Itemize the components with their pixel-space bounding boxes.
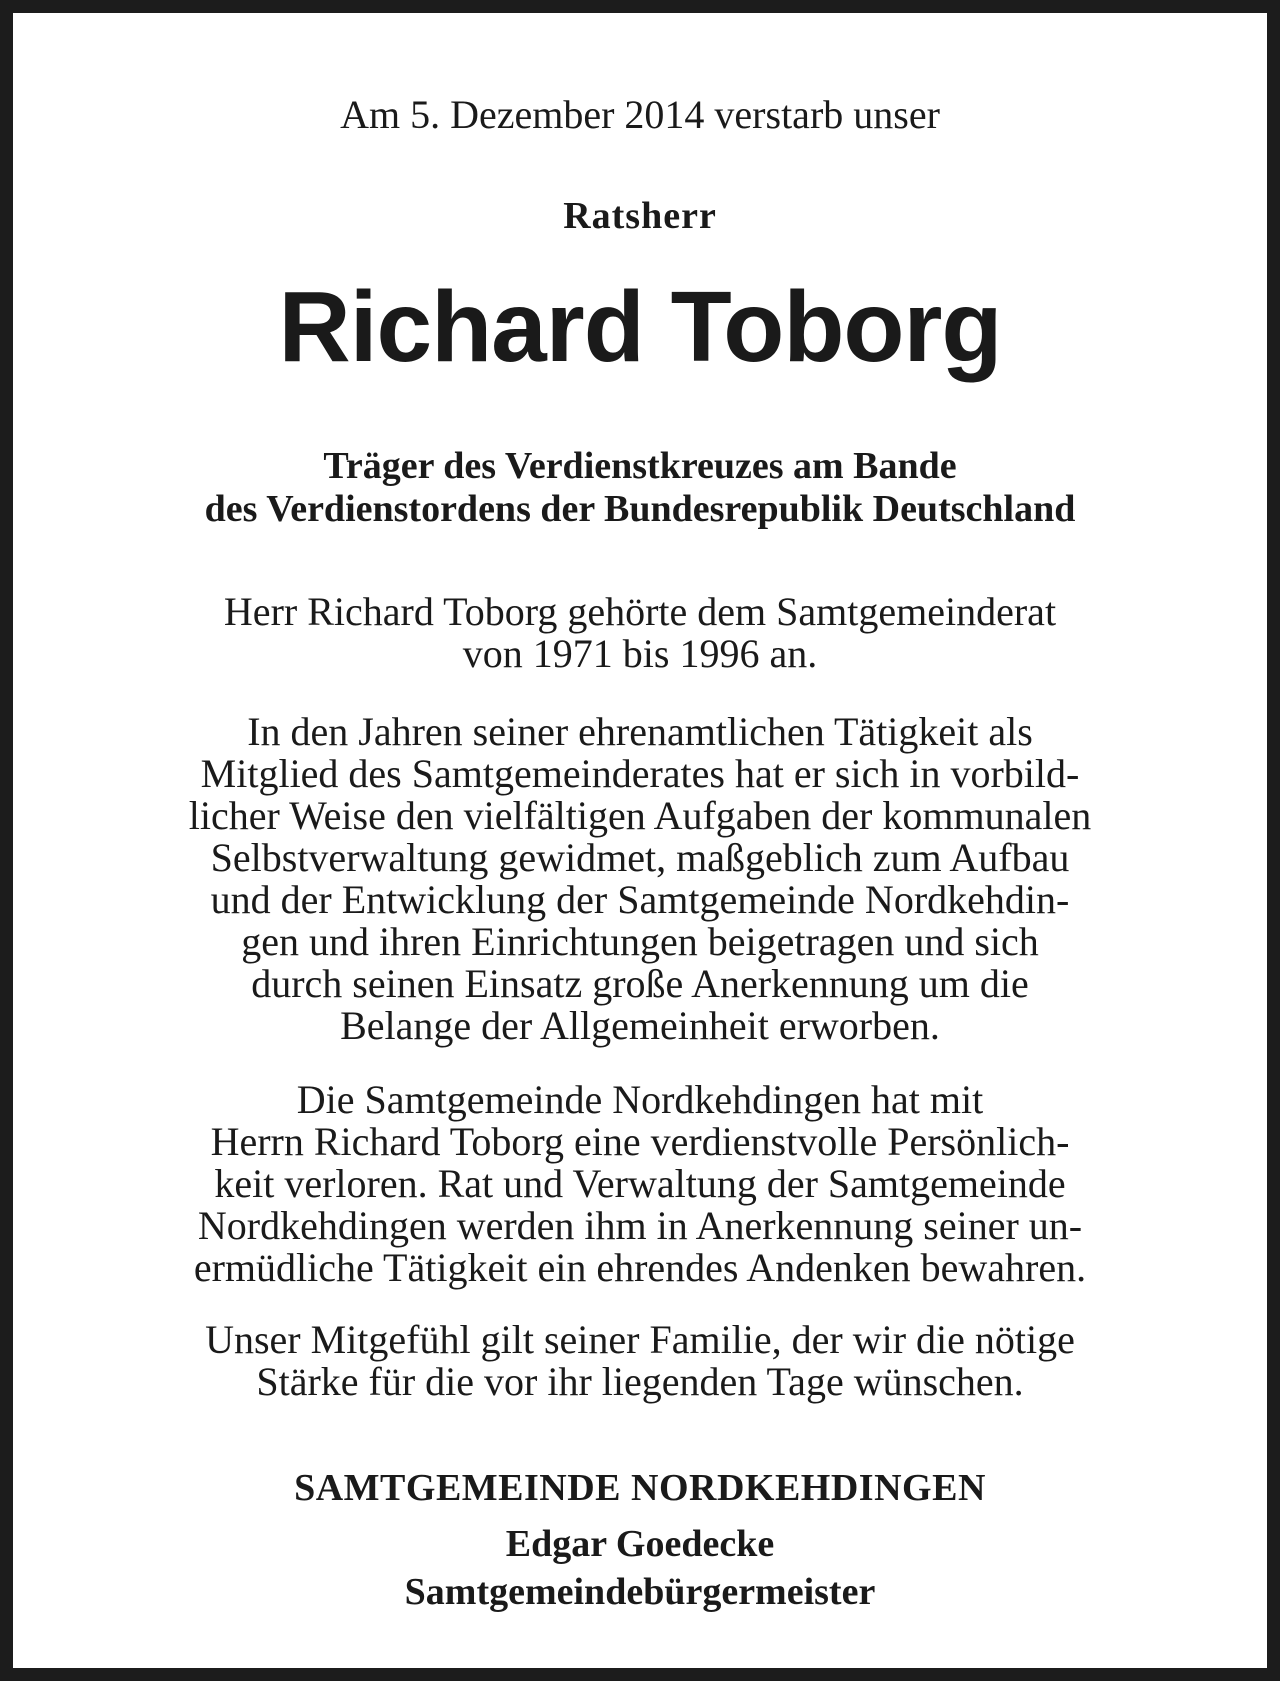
signature-organization: SAMTGEMEINDE NORDKEHDINGEN [294,1467,986,1509]
text-line: keit verloren. Rat und Verwaltung der Samtgemeinde [214,1161,1066,1206]
text-line: Herr Richard Toborg gehörte dem Samtgemeinderat [223,589,1057,634]
paragraph-service [13,711,1267,1047]
text-line: licher Weise den vielfältigen Aufgaben der kommunalen [188,793,1092,838]
text-line: Stärke für die vor ihr liegenden Tage wünschen. [256,1359,1024,1404]
text-line: durch seinen Einsatz große Anerkennung um die [251,961,1029,1006]
text-line: Belange der Allgemeinheit erworben. [340,1003,940,1048]
text-line: Herrn Richard Toborg eine verdienstvolle Persönlich- [210,1119,1070,1164]
intro-line: Am 5. Dezember 2014 verstarb unser [340,92,940,137]
text-line: und der Entwicklung der Samtgemeinde Nordkehdin- [210,877,1070,922]
honor-description [13,445,1267,531]
text-line: gen und ihren Einrichtungen beigetragen und sich [241,919,1039,964]
text-line: Selbstverwaltung gewidmet, maßgeblich zum Aufbau [210,835,1070,880]
text-line: von 1971 bis 1996 an. [462,631,818,676]
text-line: Die Samtgemeinde Nordkehdingen hat mit [296,1077,984,1122]
text-line: Unser Mitgefühl gilt seiner Familie, der wir die nötige [205,1317,1075,1362]
signature-name: Edgar Goedecke [505,1523,775,1565]
paragraph-membership [13,591,1267,675]
text-line: In den Jahren seiner ehrenamtlichen Tätigkeit als [247,709,1033,754]
paragraph-loss [13,1079,1267,1289]
text-line: Mitglied des Samtgemeinderates hat er sich in vorbild- [200,751,1080,796]
deceased-name: Richard Toborg [278,271,1002,383]
text-line: Nordkehdingen werden ihm in Anerkennung seiner un- [197,1203,1083,1248]
paragraph-condolence [13,1319,1267,1403]
honor-line: Träger des Verdienstkreuzes am Bande [323,445,957,487]
text-line: ermüdliche Tätigkeit ein ehrendes Andenken bewahren. [193,1245,1087,1290]
honorific-title: Ratsherr [563,195,717,237]
signature-role: Samtgemeindebürgermeister [404,1571,876,1613]
honor-line: des Verdienstordens der Bundesrepublik Deutschland [204,488,1076,530]
